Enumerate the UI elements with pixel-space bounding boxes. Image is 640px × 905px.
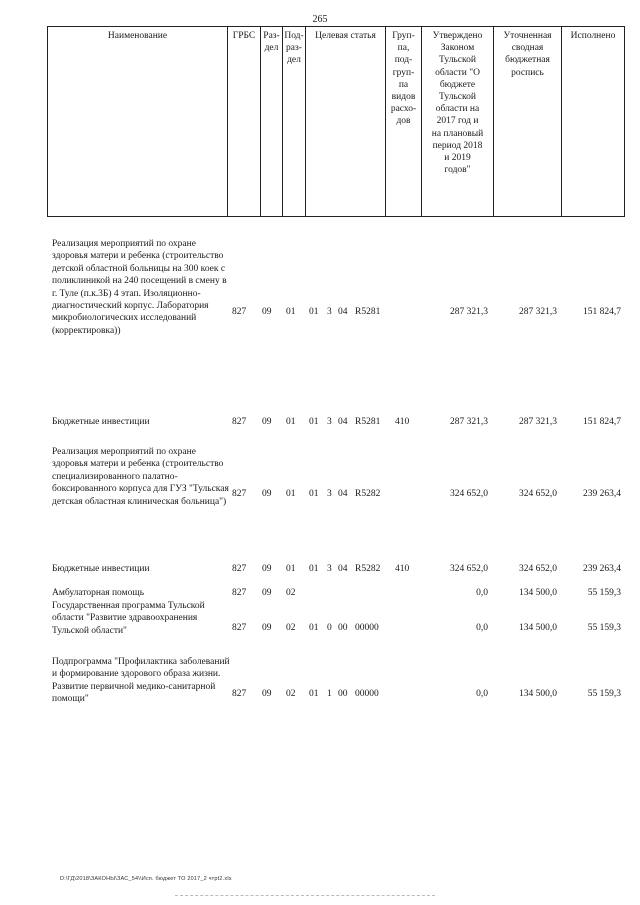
- row-target-subprogram: 3: [327, 489, 332, 499]
- row-grbs: 827: [232, 489, 247, 499]
- row-razdel: 09: [262, 489, 272, 499]
- row-target-event: 00: [338, 623, 348, 633]
- page-number: 265: [312, 14, 328, 25]
- row-podrazdel: 02: [286, 588, 296, 598]
- row-target-event: 04: [338, 489, 348, 499]
- row-grbs: 827: [232, 417, 247, 427]
- row-target-program: 01: [309, 564, 319, 574]
- header-refined: Уточненная сводная бюджетная роспись: [494, 27, 562, 216]
- header-group: Груп- па, под- груп- па видов расхо- дов: [386, 27, 422, 216]
- row-podrazdel: 01: [286, 564, 296, 574]
- row-podrazdel: 01: [286, 417, 296, 427]
- row-approved: 287 321,3: [450, 307, 488, 317]
- row-grbs: 827: [232, 588, 247, 598]
- row-approved: 0,0: [476, 588, 488, 598]
- row-refined: 324 652,0: [519, 564, 557, 574]
- scan-artifact-rule: [175, 895, 435, 897]
- row-executed: 151 824,7: [583, 307, 621, 317]
- row-name: Государственная программа Тульской области "Развитие здравоохранения Тульской области": [52, 601, 205, 636]
- row-grbs: 827: [232, 623, 247, 633]
- row-podrazdel: 02: [286, 623, 296, 633]
- row-grbs: 827: [232, 689, 247, 699]
- row-refined: 287 321,3: [519, 417, 557, 427]
- row-name: Реализация мероприятий по охране здоровья матери и ребенка (строительство специализированного палатно-боксированного корпуса для ГУЗ "Тульская детская областная клиническая больница"): [52, 447, 229, 507]
- row-name: Амбулаторная помощь: [52, 588, 145, 598]
- row-razdel: 09: [262, 588, 272, 598]
- row-grbs: 827: [232, 307, 247, 317]
- row-razdel: 09: [262, 564, 272, 574]
- row-target-program: 01: [309, 689, 319, 699]
- row-executed: 55 159,3: [587, 623, 621, 633]
- row-approved: 324 652,0: [450, 564, 488, 574]
- row-name: Бюджетные инвестиции: [52, 564, 150, 574]
- row-target-code: 00000: [355, 623, 379, 633]
- row-target-subprogram: 3: [327, 417, 332, 427]
- row-target-subprogram: 0: [327, 623, 332, 633]
- row-name: Подпрограмма "Профилактика заболеваний и формирование здорового образа жизни. Развитие первичной медико-санитарной помощи": [52, 657, 230, 705]
- row-target-subprogram: 3: [327, 564, 332, 574]
- row-razdel: 09: [262, 689, 272, 699]
- row-target-code: R5281: [355, 417, 381, 427]
- row-grbs: 827: [232, 564, 247, 574]
- row-executed: 55 159,3: [587, 588, 621, 598]
- row-refined: 287 321,3: [519, 307, 557, 317]
- row-refined: 134 500,0: [519, 689, 557, 699]
- header-approved: Утверждено Законом Тульской области "О бюджете Тульской области на 2017 год и на плановый период 2018 и 2019 годов": [422, 27, 494, 216]
- row-target-event: 04: [338, 307, 348, 317]
- row-razdel: 09: [262, 307, 272, 317]
- row-executed: 239 263,4: [583, 489, 621, 499]
- header-podrazdel: Под- раз- дел: [283, 27, 306, 216]
- header-grbs: ГРБС: [228, 27, 261, 216]
- row-approved: 324 652,0: [450, 489, 488, 499]
- row-executed: 151 824,7: [583, 417, 621, 427]
- row-podrazdel: 02: [286, 689, 296, 699]
- table-header: [47, 26, 625, 217]
- row-podrazdel: 01: [286, 489, 296, 499]
- row-target-program: 01: [309, 417, 319, 427]
- header-target: Целевая статья: [306, 27, 386, 216]
- row-group: 410: [395, 564, 410, 574]
- row-target-program: 01: [309, 489, 319, 499]
- row-name: Бюджетные инвестиции: [52, 417, 150, 427]
- row-target-subprogram: 3: [327, 307, 332, 317]
- row-name: Реализация мероприятий по охране здоровья матери и ребенка (строительство детской областной больницы на 300 коек с поликлиникой на 240 посещений в смену в г. Туле (п.к.3Б) 4 этап. Изоляционно-диагностический корпус. Лаборатория микробиологических исследований (корректировка)): [52, 239, 227, 336]
- row-executed: 55 159,3: [587, 689, 621, 699]
- row-approved: 0,0: [476, 623, 488, 633]
- row-target-program: 01: [309, 623, 319, 633]
- row-target-program: 01: [309, 307, 319, 317]
- header-executed: Исполнено: [562, 27, 625, 216]
- header-name: Наименование: [48, 27, 228, 216]
- row-podrazdel: 01: [286, 307, 296, 317]
- row-refined: 324 652,0: [519, 489, 557, 499]
- row-executed: 239 263,4: [583, 564, 621, 574]
- row-refined: 134 500,0: [519, 588, 557, 598]
- row-target-code: R5282: [355, 489, 381, 499]
- row-razdel: 09: [262, 623, 272, 633]
- row-target-event: 04: [338, 417, 348, 427]
- row-refined: 134 500,0: [519, 623, 557, 633]
- row-target-subprogram: 1: [327, 689, 332, 699]
- row-target-event: 00: [338, 689, 348, 699]
- row-target-code: 00000: [355, 689, 379, 699]
- header-razdel: Раз- дел: [261, 27, 283, 216]
- row-approved: 287 321,3: [450, 417, 488, 427]
- row-group: 410: [395, 417, 410, 427]
- row-target-event: 04: [338, 564, 348, 574]
- row-target-code: R5282: [355, 564, 381, 574]
- file-path-footer: D:\ГД\2018\ЗАКОНЫ\ЗАС_54\\Исп. бюджет ТО 2017_2 чтрt2.xls: [60, 876, 232, 882]
- row-approved: 0,0: [476, 689, 488, 699]
- row-razdel: 09: [262, 417, 272, 427]
- row-target-code: R5281: [355, 307, 381, 317]
